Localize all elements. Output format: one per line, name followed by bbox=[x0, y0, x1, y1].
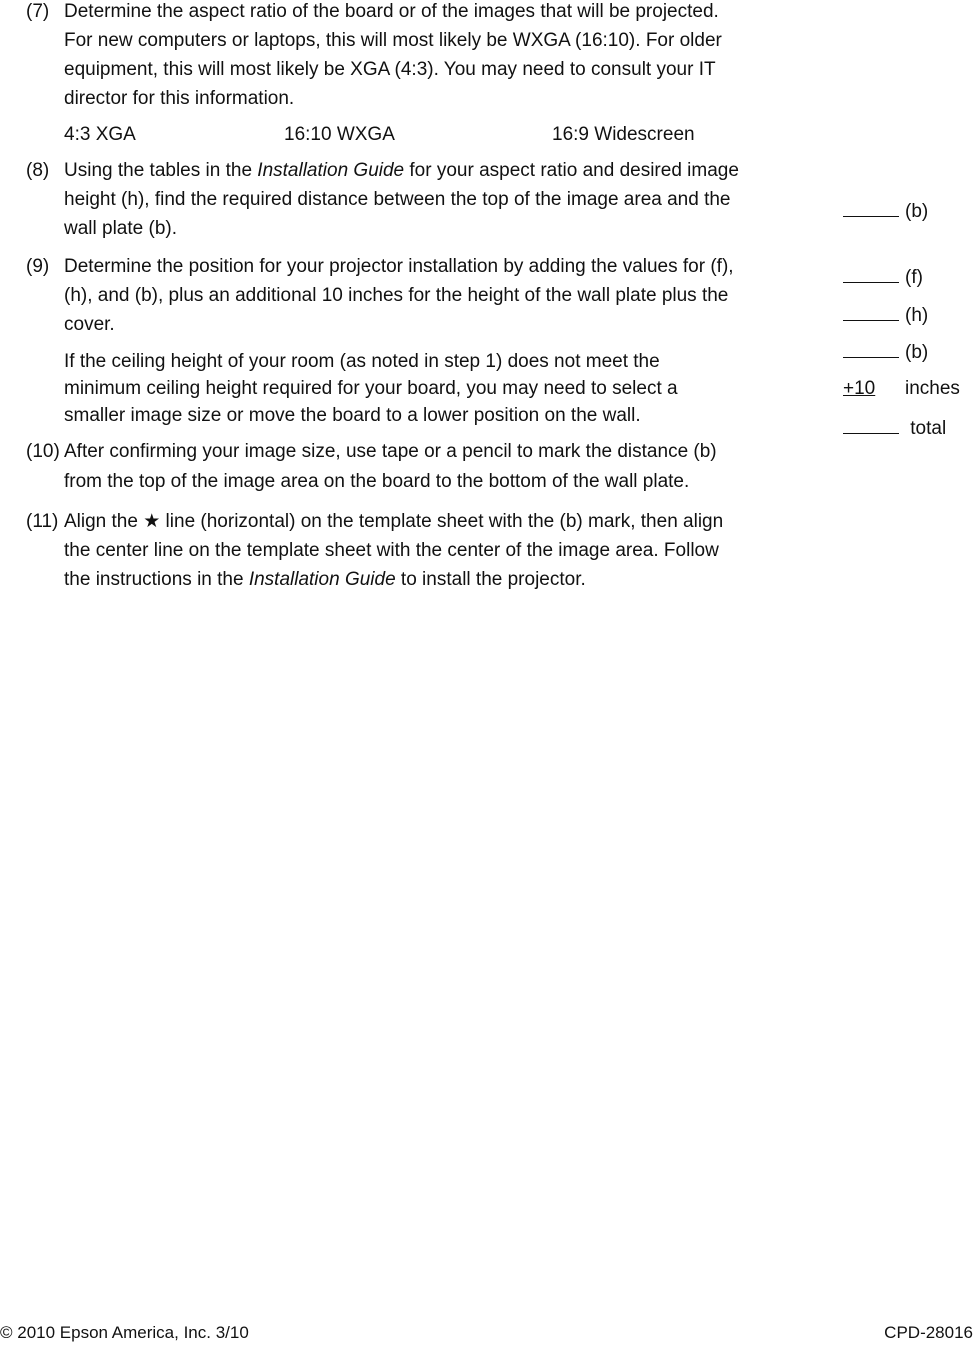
guide-title: Installation Guide bbox=[248, 569, 396, 590]
step-line: cover. bbox=[64, 314, 115, 335]
step-number: (11) bbox=[26, 511, 59, 532]
step-line: height (h), find the required distance between the top of the image area and the bbox=[64, 189, 731, 210]
step-line: wall plate (b). bbox=[64, 218, 177, 239]
step-line: Using the tables in the Installation Guide for your aspect ratio and desired image bbox=[64, 160, 739, 181]
step-number: (7) bbox=[26, 1, 50, 22]
step-line: the center line on the template sheet with the center of the image area. Follow bbox=[64, 540, 719, 561]
note-line: minimum ceiling height required for your board, you may need to select a bbox=[64, 378, 678, 399]
step-line: Determine the position for your projector installation by adding the values for (f), bbox=[64, 256, 734, 277]
step-line: director for this information. bbox=[64, 88, 295, 109]
step-line: from the top of the image area on the board to the bottom of the wall plate. bbox=[64, 471, 690, 492]
copyright: © 2010 Epson America, Inc. 3/10 bbox=[0, 1323, 249, 1342]
step-line: Align the ★ line (horizontal) on the template sheet with the (b) mark, then align bbox=[64, 511, 724, 532]
blank-line bbox=[843, 416, 899, 434]
step-number: (9) bbox=[26, 256, 50, 277]
note-line: smaller image size or move the board to a lower position on the wall. bbox=[64, 405, 641, 426]
blank-line bbox=[843, 265, 899, 283]
guide-title: Installation Guide bbox=[257, 160, 405, 181]
worksheet-plus-10: +10 inches bbox=[843, 378, 960, 399]
blank-line bbox=[843, 199, 899, 217]
step-number: (10) bbox=[26, 441, 60, 462]
step-line: Determine the aspect ratio of the board or of the images that will be projected. bbox=[64, 1, 719, 22]
aspect-option: 16:10 WXGA bbox=[284, 124, 395, 145]
aspect-option: 16:9 Widescreen bbox=[552, 124, 695, 145]
worksheet-total: total bbox=[843, 416, 946, 440]
step-line: For new computers or laptops, this will most likely be WXGA (16:10). For older bbox=[64, 30, 722, 51]
aspect-option: 4:3 XGA bbox=[64, 124, 136, 145]
blank-line bbox=[843, 340, 899, 358]
note-line: If the ceiling height of your room (as noted in step 1) does not meet the bbox=[64, 351, 660, 372]
worksheet-h: (h) bbox=[843, 303, 928, 327]
step-line: the instructions in the Installation Guide to install the projector. bbox=[64, 569, 586, 590]
worksheet-f: (f) bbox=[843, 265, 923, 289]
step-line: equipment, this will most likely be XGA (4:3). You may need to consult your IT bbox=[64, 59, 716, 80]
step-line: (h), and (b), plus an additional 10 inches for the height of the wall plate plus the bbox=[64, 285, 729, 306]
worksheet-b-top: (b) bbox=[843, 199, 928, 223]
star-icon: ★ bbox=[143, 511, 161, 532]
step-line: After confirming your image size, use tape or a pencil to mark the distance (b) bbox=[64, 441, 717, 462]
step-number: (8) bbox=[26, 160, 50, 181]
blank-line bbox=[843, 303, 899, 321]
document-code: CPD-28016 bbox=[884, 1323, 973, 1342]
worksheet-b: (b) bbox=[843, 340, 928, 364]
